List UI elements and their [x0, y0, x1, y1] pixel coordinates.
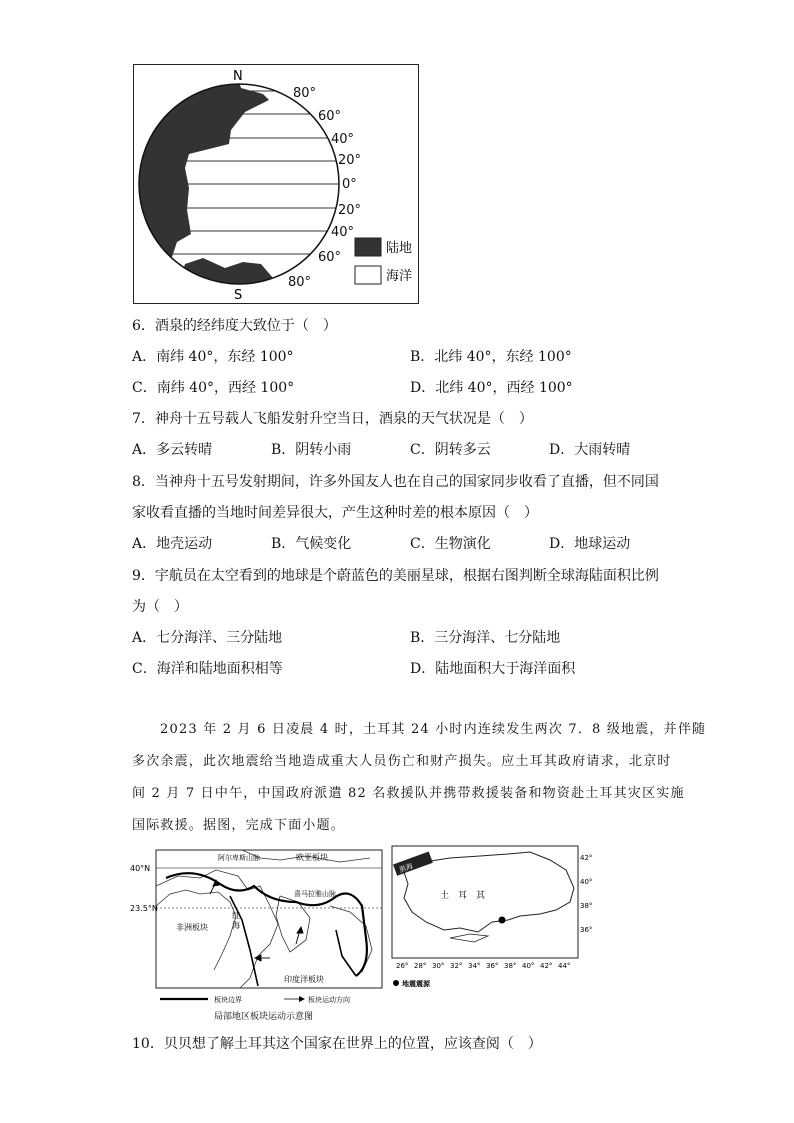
north-label: N — [233, 69, 243, 84]
q7-option-b[interactable]: B．阴转小雨 — [271, 442, 352, 458]
lat-label-60s: 60° — [318, 250, 342, 265]
q6-option-c[interactable]: C．南纬 40°，西经 100° — [132, 380, 295, 396]
lat-tick-40: 40° — [580, 878, 593, 886]
lon-tick-26: 26° — [396, 962, 409, 970]
question-9-stem-line1: 9．宇航员在太空看到的地球是个蔚蓝色的美丽星球，根据右图判断全球海陆面积比例 — [132, 568, 659, 584]
legend-epicenter-dot — [393, 980, 399, 986]
passage-line-1: 2023 年 2 月 6 日凌晨 4 时，土耳其 24 小时内连续发生两次 7．8 级地震，并伴随 — [160, 722, 707, 737]
globe-figure — [133, 64, 419, 304]
passage-line-3: 间 2 月 7 日中午，中国政府派遣 82 名救援队并携带救援装备和物资赴土耳其灾区实施 — [132, 786, 685, 801]
question-8-stem-line2: 家收看直播的当地时间差异很大，产生这种时差的根本原因（ ） — [132, 505, 538, 521]
q6-option-b[interactable]: B．北纬 40°，东经 100° — [410, 349, 572, 365]
q6-option-a[interactable]: A．南纬 40°，东经 100° — [132, 349, 294, 365]
q9-option-d[interactable]: D．陆地面积大于海洋面积 — [410, 661, 576, 677]
q8-option-c[interactable]: C．生物演化 — [410, 536, 491, 552]
question-6-stem: 6．酒泉的经纬度大致位于（ ） — [132, 318, 337, 334]
red-sea-label-2: 海 — [232, 921, 240, 930]
lat-tick-42: 42° — [580, 854, 593, 862]
plate-map-caption: 局部地区板块运动示意图 — [214, 1012, 314, 1022]
himalaya-label: 喜马拉雅山脉 — [294, 890, 336, 898]
q7-option-a[interactable]: A．多云转晴 — [132, 442, 213, 458]
lon-tick-42: 42° — [540, 962, 553, 970]
lat-23n-label: 23.5°N — [130, 904, 158, 913]
lon-tick-44: 44° — [558, 962, 571, 970]
legend-ocean-label: 海洋 — [386, 269, 413, 284]
legend-boundary-label: 板块边界 — [214, 996, 242, 1004]
q8-option-d[interactable]: D．地球运动 — [549, 536, 631, 552]
lat-label-60n: 60° — [318, 109, 342, 124]
eurasian-plate-label: 欧亚板块 — [296, 853, 328, 862]
legend-ocean-swatch — [355, 266, 381, 284]
passage-line-4: 国际救援。据图，完成下面小题。 — [132, 818, 346, 833]
question-7-stem: 7．神舟十五号载人飞船发射升空当日，酒泉的天气状况是（ ） — [132, 411, 533, 427]
q7-option-d[interactable]: D．大雨转晴 — [549, 442, 631, 458]
african-plate-label: 非洲板块 — [176, 923, 208, 932]
lon-tick-34: 34° — [468, 962, 481, 970]
lon-tick-38: 38° — [504, 962, 517, 970]
lon-tick-36: 36° — [486, 962, 499, 970]
question-9-stem-line2: 为（ ） — [132, 599, 188, 615]
plate-map-figure — [130, 846, 386, 1026]
lon-tick-28: 28° — [414, 962, 427, 970]
q9-option-a[interactable]: A．七分海洋、三分陆地 — [132, 630, 283, 646]
lat-label-40s: 40° — [331, 225, 355, 240]
q9-option-b[interactable]: B．三分海洋、七分陆地 — [410, 630, 561, 646]
lat-label-40n: 40° — [331, 132, 355, 147]
passage-line-2: 多次余震，此次地震给当地造成重大人员伤亡和财产损失。应土耳其政府请求，北京时 — [132, 754, 672, 769]
lat-label-20n: 20° — [338, 153, 362, 168]
question-8-stem-line1: 8．当神舟十五号发射期间，许多外国友人也在自己的国家同步收看了直播，但不同国 — [132, 474, 659, 490]
south-label: S — [234, 288, 243, 303]
legend-direction-label: 板块运动方向 — [308, 996, 350, 1004]
lon-tick-32: 32° — [450, 962, 463, 970]
lon-tick-30: 30° — [432, 962, 445, 970]
legend-epicenter-label: 地震震源 — [402, 980, 430, 988]
lat-label-80s: 80° — [288, 275, 312, 290]
q7-option-c[interactable]: C．阴转多云 — [410, 442, 491, 458]
question-10-stem: 10．贝贝想了解土耳其这个国家在世界上的位置，应该查阅（ ） — [132, 1036, 542, 1052]
q8-option-a[interactable]: A．地壳运动 — [132, 536, 213, 552]
alps-label: 阿尔卑斯山脉 — [218, 854, 260, 862]
q9-option-c[interactable]: C．海洋和陆地面积相等 — [132, 661, 283, 677]
lat-label-80n: 80° — [293, 86, 317, 101]
lon-tick-40: 40° — [522, 962, 535, 970]
turkey-map-figure — [390, 842, 593, 992]
lat-tick-38: 38° — [580, 902, 593, 910]
turkey-country-label: 土 耳 其 — [440, 891, 486, 901]
legend-land-label: 陆地 — [386, 241, 413, 256]
q6-option-d[interactable]: D．北纬 40°，西经 100° — [410, 380, 573, 396]
red-sea-label-1: 红 — [232, 911, 240, 920]
legend-land-swatch — [355, 238, 381, 256]
epicenter-marker — [499, 917, 506, 924]
indian-ocean-plate-label: 印度洋板块 — [284, 975, 324, 984]
lat-label-0: 0° — [342, 177, 357, 192]
black-sea-label: 黑海 — [398, 862, 415, 875]
q8-option-b[interactable]: B．气候变化 — [271, 536, 352, 552]
lat-tick-36: 36° — [580, 926, 593, 934]
lat-label-20s: 20° — [338, 203, 362, 218]
lat-40n-label: 40°N — [130, 864, 151, 873]
